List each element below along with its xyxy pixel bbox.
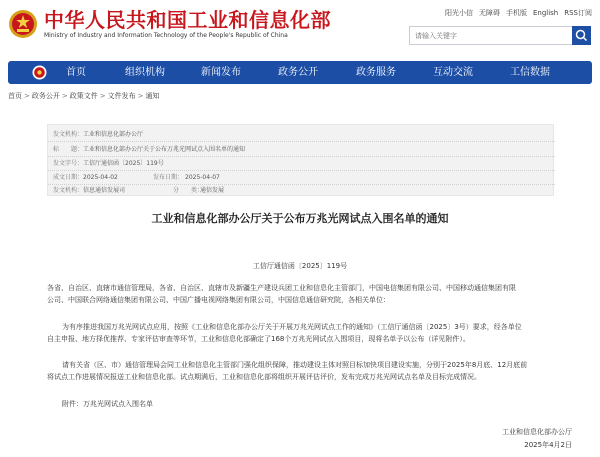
- nav-interaction[interactable]: 互动交流: [433, 67, 473, 78]
- meta-row-dates: 成文日期： 2025-04-02 发布日期： 2025-04-07: [48, 172, 555, 184]
- search-box: [409, 26, 591, 45]
- meta-publish-date: 2025-04-07: [185, 174, 220, 181]
- article-para2-line1: 请有关省（区、市）通信管理局会同工业和信息化主管部门强化组织保障，推动建设主体对照目标加快项目建设实施，分别于2025年8月底、12月底前: [62, 361, 528, 369]
- top-link-mobile[interactable]: 手机版: [505, 9, 527, 17]
- top-link-sunshine[interactable]: 阳光小信: [444, 9, 473, 17]
- article-addressee-line2: 公司、中国联合网络通信集团有限公司、中国广播电视网络集团有限公司，中国信息通信研究院，各相关单位：: [47, 296, 390, 304]
- meta-written-date: 2025-04-02: [83, 174, 118, 181]
- search-button[interactable]: [572, 26, 591, 45]
- nav-government-services[interactable]: 政务服务: [356, 67, 396, 78]
- nav-news[interactable]: 新闻发布: [201, 67, 241, 78]
- document-meta-table: [47, 124, 554, 196]
- nav-organization[interactable]: 组织机构: [125, 67, 165, 78]
- site-title[interactable]: 中华人民共和国工业和信息化部: [44, 8, 331, 32]
- meta-category: 通信发展: [200, 187, 225, 194]
- meta-title: 工业和信息化部办公厅关于公布万兆光网试点入围名单的通知: [83, 146, 246, 153]
- site-header: [0, 0, 600, 58]
- top-link-english[interactable]: English: [532, 9, 559, 17]
- breadcrumb-notice[interactable]: 通知: [145, 92, 160, 100]
- main-nav: [8, 61, 592, 84]
- national-emblem-icon[interactable]: [8, 9, 38, 39]
- top-links: [445, 8, 592, 18]
- article-signer: 工业和信息化部办公厅: [502, 428, 572, 436]
- article-addressee-line1: 各省、自治区、直辖市通信管理局，各省、自治区、直辖市及新疆生产建设兵团工业和信息化主管部门，中国电信集团有限公司、中国移动通信集团有限: [47, 284, 516, 292]
- top-link-accessibility[interactable]: 无障碍: [478, 9, 500, 17]
- meta-docno: 工信厅通信函〔2025〕119号: [83, 160, 164, 167]
- top-link-rss[interactable]: RSS订阅: [564, 9, 592, 17]
- breadcrumb-policy-files[interactable]: 政策文件: [69, 92, 98, 100]
- breadcrumb: 首页 > 政务公开 > 政策文件 > 文件发布 > 通知: [8, 92, 160, 100]
- article-title: 工业和信息化部办公厅关于公布万兆光网试点入围名单的通知: [151, 212, 449, 225]
- article-para1-line1: 为有序推进我国万兆光网试点应用，按照《工业和信息化部办公厅关于开展万兆光网试点工作的通知》（工信厅通信函〔2025〕3号）要求，经各单位: [62, 323, 522, 331]
- article-para1-line2: 自主申报、地方择优推荐、专家评估审查等环节，工业和信息化部确定了168个万兆光网试点入围项目，现将名单予以公布（详见附件）。: [47, 335, 470, 343]
- meta-org: 信息通信发展司: [83, 187, 126, 194]
- site-subtitle-en: Ministry of Industry and Information Technology of the People's Republic of China: [44, 32, 288, 39]
- home-icon[interactable]: [32, 65, 47, 80]
- nav-data[interactable]: 工信数据: [510, 67, 550, 78]
- article-docno: 工信厅通信函〔2025〕119号: [252, 262, 348, 270]
- breadcrumb-government-affairs[interactable]: 政务公开: [31, 92, 60, 100]
- meta-row-title: 标 题： 工业和信息化部办公厅关于公布万兆光网试点入围名单的通知: [48, 144, 555, 156]
- nav-government-affairs[interactable]: 政务公开: [278, 67, 318, 78]
- article-attachment[interactable]: 附件：万兆光网试点入围名单: [62, 400, 153, 408]
- article-sign-date: 2025年4月2日: [524, 441, 572, 449]
- breadcrumb-file-release[interactable]: 文件发布: [107, 92, 136, 100]
- article-para2-line2: 将试点工作进展情况报送工业和信息化部。试点期满后，工业和信息化部将组织开展评估评价，发布完成万兆光网试点名单及目标完成情况。: [47, 373, 481, 381]
- nav-home[interactable]: 首页: [66, 67, 86, 78]
- search-icon: [572, 26, 591, 45]
- search-input[interactable]: [410, 27, 571, 44]
- meta-row-org: 发文机构： 信息通信发展司 分 类： 通信发展: [48, 185, 555, 197]
- meta-source: 工业和信息化部办公厅: [83, 131, 144, 138]
- breadcrumb-home[interactable]: 首页: [8, 92, 22, 100]
- meta-row-source: 发文机构： 工业和信息化部办公厅: [48, 129, 555, 141]
- meta-row-docno: 发文字号： 工信厅通信函〔2025〕119号: [48, 158, 555, 170]
